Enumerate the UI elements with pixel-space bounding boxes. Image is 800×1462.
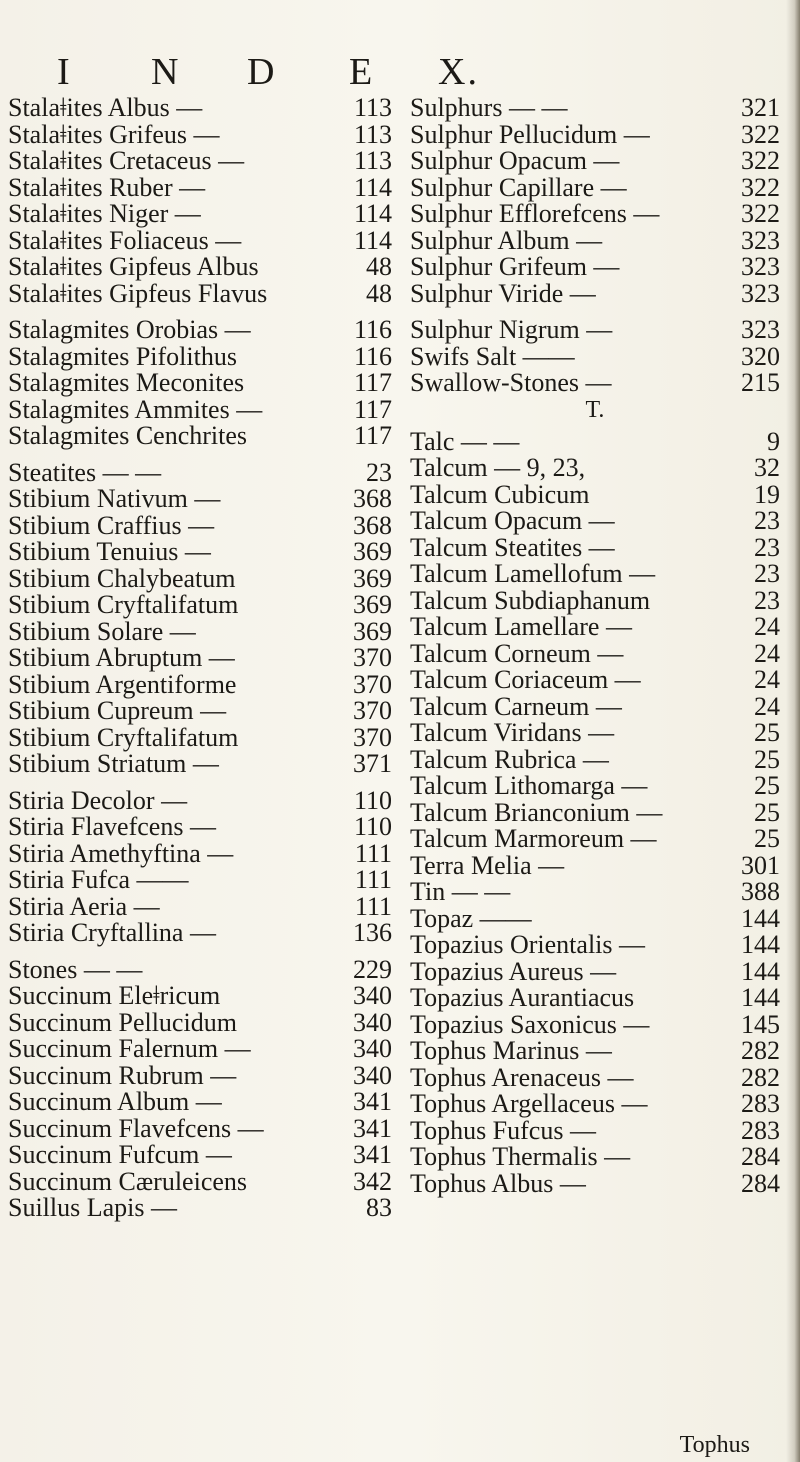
index-entry-term: Topazius Aureus — (410, 956, 617, 986)
index-entry-page: 24 (754, 612, 780, 641)
index-entry-page: 340 (353, 1034, 392, 1063)
index-entry-term: Talcum Steatites — (410, 532, 615, 562)
index-entry (410, 956, 780, 986)
index-entry-term: Stibium Cupreum — (8, 696, 227, 725)
index-entry-term: Stiria Decolor — (8, 785, 188, 815)
index-entry (8, 563, 392, 593)
index-entry-page: 111 (354, 891, 392, 921)
index-entry-page: 117 (353, 368, 392, 397)
index-entry-page: 144 (741, 983, 780, 1012)
index-entry-page: 283 (741, 1089, 780, 1118)
index-entry-page: 368 (353, 510, 392, 540)
index-entry (410, 119, 780, 149)
index-entry (410, 370, 780, 397)
index-entry (8, 722, 392, 752)
index-entry-page: 369 (353, 537, 392, 566)
index-entry-page: 323 (741, 278, 780, 308)
index-entry-term: Stiria Flavefcens — (8, 812, 216, 841)
index-entry-term: Talcum Lamellofum — (410, 559, 656, 588)
index-entry-page: 23 (366, 457, 392, 487)
index-entry-page: 144 (741, 930, 780, 959)
index-entry-term: Stalaǂites Niger — (8, 199, 201, 228)
index-entry (8, 920, 392, 947)
index-entry-term: Succinum Album — (8, 1087, 222, 1116)
index-entry-term: Talcum Lamellare — (410, 612, 632, 641)
index-entry (410, 148, 780, 175)
index-entry-page: 25 (754, 824, 780, 853)
index-entry-term: Talcum — 9, 23, (410, 453, 586, 482)
index-entry-page: 284 (741, 1168, 780, 1198)
index-entry-term: Sulphur Efflorefcens — (410, 199, 660, 228)
index-entry (410, 1091, 780, 1118)
index-entry (410, 455, 780, 482)
index-entry (8, 225, 392, 255)
index-entry (8, 669, 392, 699)
index-entry-term: Succinum Pellucidum (8, 1007, 237, 1037)
index-entry (8, 814, 392, 841)
index-entry-term: Stalaǂites Albus — (8, 93, 203, 122)
index-entry-term: Succinum Cæruleicens (8, 1166, 248, 1196)
index-entry-term: Sulphur Capillare — (410, 172, 627, 202)
index-entry-term: Stalaǂites Gipfeus Flavus (8, 278, 268, 308)
index-entry (410, 254, 780, 281)
index-entry-page: 32 (754, 453, 780, 482)
index-entry-term: Succinum Eleǂricum (8, 981, 221, 1010)
index-entry (8, 119, 392, 149)
index-entry-term: Stibium Solare — (8, 616, 196, 646)
header-letter-x: X. (438, 51, 479, 93)
page-edge-shadow (786, 0, 800, 1462)
index-entry (8, 1007, 392, 1037)
header-letter-e: E (349, 51, 375, 93)
index-entry-term: Stibium Craffius — (8, 510, 215, 540)
index-entry-term: Stalaǂites Grifeus — (8, 119, 220, 149)
index-entry-page: 388 (741, 877, 780, 906)
index-entry-term: Stibium Nativum — (8, 484, 221, 513)
index-entry-term: Steatites — — (8, 457, 162, 487)
index-entry-page: 370 (353, 669, 392, 699)
index-entry (410, 797, 780, 827)
index-entry-page: 111 (354, 838, 392, 868)
index-entry-term: Stalaǂites Ruber — (8, 172, 206, 202)
index-entry-term: Stiria Amethyftina — (8, 838, 234, 868)
index-entry-page: 111 (354, 865, 392, 894)
index-entry (8, 341, 392, 371)
index-entry-term: Talcum Opacum — (410, 506, 615, 535)
index-entry (410, 850, 780, 880)
index-entry-page: 321 (741, 93, 780, 122)
index-entry-term: Stones — — (8, 954, 143, 984)
index-entry-term: Stibium Chalybeatum (8, 563, 236, 593)
index-entry (410, 95, 780, 122)
index-entry (410, 826, 780, 853)
index-entry (8, 148, 392, 175)
index-entry-term: Topazius Saxonicus — (410, 1009, 650, 1039)
index-entry-page: 117 (353, 421, 392, 450)
index-entry-term: Sulphur Nigrum — (410, 315, 613, 344)
index-entry-term: Tophus Marinus — (410, 1036, 612, 1065)
index-entry-page: 370 (353, 722, 392, 752)
index-entry-page: 24 (754, 691, 780, 721)
index-entry-page: 113 (353, 119, 392, 149)
index-entry-page: 24 (754, 665, 780, 694)
index-entry-term: Stalagmites Pifolithus (8, 341, 237, 371)
index-entry-page: 342 (353, 1166, 392, 1196)
index-entry-term: Terra Melia — (410, 850, 565, 880)
index-entry-page: 83 (366, 1193, 392, 1222)
index-entry-term: Sulphur Grifeum — (410, 252, 620, 281)
index-entry-term: Swifs Salt —— (410, 341, 575, 371)
index-entry-term: Talcum Cubicum (410, 479, 590, 509)
index-entry-term: Talcum Coriaceum — (410, 665, 641, 694)
index-entry (410, 479, 780, 509)
index-entry-term: Tophus Fufcus — (410, 1115, 596, 1145)
index-entry-term: Suillus Lapis — (8, 1193, 178, 1222)
index-entry-page: 48 (366, 278, 392, 308)
index-entry-term: Talcum Rubrica — (410, 744, 609, 774)
index-entry-page: 25 (754, 744, 780, 774)
index-entry (410, 879, 780, 906)
index-entry (410, 561, 780, 588)
index-entry (8, 370, 392, 397)
index-column-left (8, 95, 392, 1222)
index-entry-term: Swallow-Stones — (410, 368, 612, 397)
index-entry-term: Topazius Orientalis — (410, 930, 646, 959)
index-entry (410, 1144, 780, 1171)
index-entry (410, 720, 780, 747)
index-entry (8, 510, 392, 540)
index-entry (410, 667, 780, 694)
index-entry-term: Talc — — (410, 426, 520, 456)
index-entry-page: 113 (353, 146, 392, 175)
index-entry-term: Stiria Fufca —— (8, 865, 189, 894)
index-entry-term: Succinum Falernum — (8, 1034, 251, 1063)
index-entry (8, 867, 392, 894)
index-entry (8, 172, 392, 202)
index-entry (8, 1113, 392, 1143)
index-entry (410, 1062, 780, 1092)
index-entry (410, 691, 780, 721)
index-entry-term: Stalagmites Ammites — (8, 394, 263, 424)
index-entry-page: 322 (741, 146, 780, 175)
index-entry-page: 229 (353, 954, 392, 984)
index-entry-page: 113 (353, 93, 392, 122)
index-entry-term: Sulphur Album — (410, 225, 603, 255)
index-entry (8, 616, 392, 646)
index-entry-term: Stibium Striatum — (8, 749, 219, 778)
section-letter-label: T. (585, 396, 605, 423)
index-entry-term: Stalaǂites Foliaceus — (8, 225, 242, 255)
index-entry-page: 23 (754, 506, 780, 535)
index-entry (410, 638, 780, 668)
index-entry (410, 172, 780, 202)
index-entry-term: Talcum Corneum — (410, 638, 624, 668)
index-entry-term: Talcum Lithomarga — (410, 771, 648, 800)
index-entry-term: Sulphur Viride — (410, 278, 596, 308)
index-entry-term: Stiria Cryftallina — (8, 918, 216, 947)
index-entry-page: 215 (741, 368, 780, 397)
index-entry (410, 1009, 780, 1039)
index-entry-term: Talcum Carneum — (410, 691, 622, 721)
index-entry (410, 614, 780, 641)
index-entry-page: 23 (754, 532, 780, 562)
index-entry (410, 532, 780, 562)
index-entry (8, 1195, 392, 1222)
index-entry-term: Stalaǂites Gipfeus Albus (8, 252, 259, 281)
index-header (0, 50, 800, 94)
index-entry-page: 25 (754, 718, 780, 747)
index-entry-term: Topaz —— (410, 903, 532, 933)
index-entry (410, 341, 780, 371)
index-entry (8, 457, 392, 487)
index-entry (8, 1166, 392, 1196)
index-entry-page: 282 (741, 1036, 780, 1065)
index-entry-term: Stalagmites Meconites (8, 368, 245, 397)
index-entry-page: 116 (353, 341, 392, 371)
index-entry-page: 323 (741, 225, 780, 255)
index-entry-page: 145 (741, 1009, 780, 1039)
index-entry-page: 117 (353, 394, 392, 424)
index-entry-term: Talcum Marmoreum — (410, 824, 657, 853)
index-entry-term: Topazius Aurantiacus (410, 983, 635, 1012)
index-entry-page: 19 (754, 479, 780, 509)
index-entry (8, 751, 392, 778)
index-entry-page: 323 (741, 252, 780, 281)
index-entry-term: Sulphur Pellucidum — (410, 119, 650, 149)
index-entry-term: Stibium Cryftalifatum (8, 590, 239, 619)
index-entry (410, 585, 780, 615)
index-entry-term: Stalagmites Orobias — (8, 315, 251, 344)
index-entry-page: 369 (353, 563, 392, 593)
index-entry-page: 282 (741, 1062, 780, 1092)
index-entry (8, 278, 392, 308)
index-entry-term: Talcum Subdiaphanum (410, 585, 651, 615)
index-entry-term: Sulphur Opacum — (410, 146, 620, 175)
index-entry-page: 320 (741, 341, 780, 371)
index-entry (8, 1060, 392, 1090)
index-entry (410, 903, 780, 933)
index-entry-page: 25 (754, 771, 780, 800)
index-entry (410, 1168, 780, 1198)
index-entry-term: Tophus Arenaceus — (410, 1062, 634, 1092)
index-entry (8, 1142, 392, 1169)
index-entry-term: Stibium Abruptum — (8, 643, 235, 672)
index-entry-term: Stibium Tenuius — (8, 537, 211, 566)
index-entry (8, 486, 392, 513)
index-entry (8, 1089, 392, 1116)
index-entry (410, 225, 780, 255)
index-entry-page: 369 (353, 590, 392, 619)
index-entry-term: Talcum Brianconium — (410, 797, 663, 827)
index-entry-term: Succinum Rubrum — (8, 1060, 237, 1090)
index-entry (8, 1036, 392, 1063)
header-letter-i: I (57, 51, 72, 93)
index-entry (8, 785, 392, 815)
index-entry-page: 322 (741, 119, 780, 149)
index-entry (8, 698, 392, 725)
index-entry-page: 114 (353, 225, 392, 255)
index-entry (410, 1038, 780, 1065)
index-column-right (410, 95, 780, 1197)
index-entry (410, 278, 780, 308)
index-entry-page: 340 (353, 1060, 392, 1090)
index-entry (8, 539, 392, 566)
index-entry (8, 423, 392, 450)
index-entry-term: Tin — — (410, 877, 511, 906)
index-entry-term: Stalaǂites Cretaceus — (8, 146, 245, 175)
index-entry-page: 370 (353, 643, 392, 672)
index-entry-page: 370 (353, 696, 392, 725)
index-entry (8, 645, 392, 672)
index-entry-page: 23 (754, 559, 780, 588)
index-entry (410, 932, 780, 959)
index-entry (410, 744, 780, 774)
index-entry (8, 838, 392, 868)
index-entry-page: 136 (353, 918, 392, 947)
catchword: Tophus (679, 1432, 750, 1458)
index-entry-page: 284 (741, 1142, 780, 1171)
index-entry-page: 110 (353, 785, 392, 815)
index-entry-term: Talcum Viridans — (410, 718, 615, 747)
index-entry-page: 341 (353, 1140, 392, 1169)
index-entry-page: 323 (741, 315, 780, 344)
index-entry (410, 317, 780, 344)
index-entry (410, 201, 780, 228)
header-letter-d: D (247, 51, 277, 93)
index-entry-page: 283 (741, 1115, 780, 1145)
index-entry (410, 426, 780, 456)
index-entry-page: 23 (754, 585, 780, 615)
index-entry-page: 369 (353, 616, 392, 646)
index-entry (8, 983, 392, 1010)
index-entry (8, 201, 392, 228)
index-entry-page: 322 (741, 172, 780, 202)
index-entry-term: Sulphurs — — (410, 93, 568, 122)
index-entry-page: 371 (353, 749, 392, 778)
index-entry (410, 985, 780, 1012)
index-entry-page: 340 (353, 1007, 392, 1037)
index-entry-page: 144 (741, 903, 780, 933)
index-entry (8, 954, 392, 984)
index-entry-term: Stibium Argentiforme (8, 669, 237, 699)
index-entry (8, 317, 392, 344)
index-entry-page: 48 (366, 252, 392, 281)
index-entry-term: Tophus Albus — (410, 1168, 586, 1198)
index-entry-page: 322 (741, 199, 780, 228)
index-entry (8, 891, 392, 921)
index-entry (410, 773, 780, 800)
index-entry (8, 394, 392, 424)
index-entry-term: Succinum Flavefcens — (8, 1113, 264, 1143)
index-entry-page: 114 (353, 199, 392, 228)
index-entry-page: 25 (754, 797, 780, 827)
index-entry-term: Tophus Argellaceus — (410, 1089, 648, 1118)
index-entry-page: 368 (353, 484, 392, 513)
index-entry (8, 254, 392, 281)
index-entry-page: 341 (353, 1113, 392, 1143)
index-entry-page: 301 (741, 850, 780, 880)
index-entry-page: 341 (353, 1087, 392, 1116)
index-entry-page: 110 (353, 812, 392, 841)
index-entry-page: 116 (353, 315, 392, 344)
index-entry (410, 508, 780, 535)
index-entry-page: 24 (754, 638, 780, 668)
index-entry-page: 340 (353, 981, 392, 1010)
index-entry-term: Tophus Thermalis — (410, 1142, 631, 1171)
index-entry-page: 144 (741, 956, 780, 986)
section-letter (410, 396, 780, 423)
index-entry-page: 114 (353, 172, 392, 202)
index-entry-term: Stibium Cryftalifatum (8, 722, 239, 752)
index-entry-term: Stiria Aeria — (8, 891, 160, 921)
index-entry-term: Stalagmites Cenchrites (8, 421, 248, 450)
index-entry (410, 1115, 780, 1145)
index-entry-page: 9 (767, 426, 780, 456)
index-entry (8, 95, 392, 122)
header-letter-n: N (151, 51, 181, 93)
index-entry-term: Succinum Fufcum — (8, 1140, 232, 1169)
index-entry (8, 592, 392, 619)
